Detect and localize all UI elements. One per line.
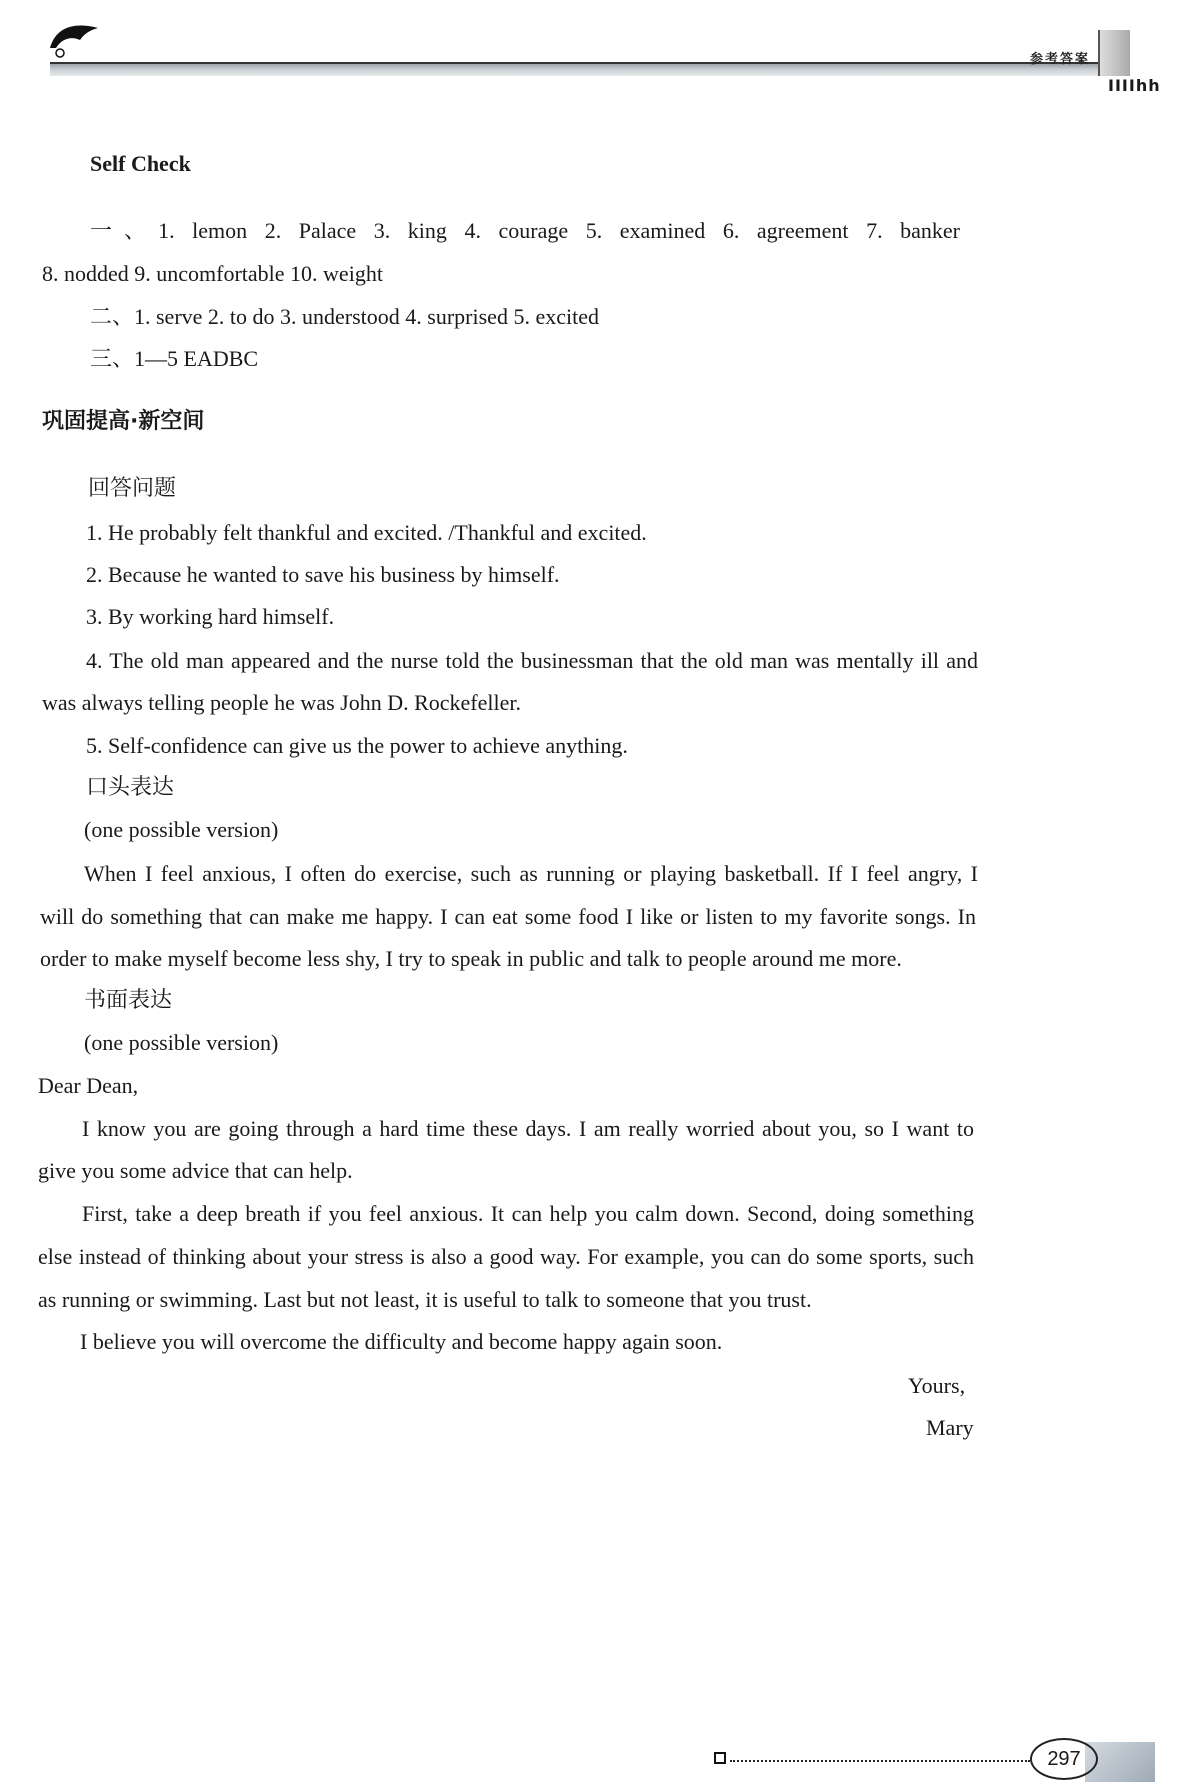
letter-line: as running or swimming. Last but not least, it is useful to talk to someone that you trust.: [38, 1287, 812, 1312]
header-line: [50, 62, 1100, 64]
oral-heading: 口头表达: [86, 775, 175, 800]
letter-line: First, take a deep breath if you feel anxious. It can help you calm down. Second, doing something: [82, 1201, 974, 1226]
oral-paragraph-line: will do something that can make me happy. I can eat some food I like or listen to my favorite songs. In: [40, 904, 976, 929]
answer-item: 3. By working hard himself.: [86, 604, 335, 629]
header-logo-icon: [46, 20, 116, 60]
section-title: 巩固提高·新空间: [42, 409, 205, 434]
footer-square-icon: [714, 1752, 726, 1764]
header-tab: [1098, 30, 1130, 76]
answer-item: 2. Because he wanted to save his business by himself.: [86, 562, 560, 587]
oral-paragraph-line: When I feel anxious, I often do exercise, such as running or playing basketball. If I feel angry, I: [84, 861, 978, 886]
self-check-title: Self Check: [90, 151, 191, 176]
header-bars: IIIIhh: [1108, 76, 1161, 95]
letter-signature: Mary: [926, 1415, 974, 1440]
letter-line: I know you are going through a hard time these days. I am really worried about you, so I want to: [82, 1116, 974, 1141]
written-note: (one possible version): [84, 1030, 279, 1055]
written-heading: 书面表达: [84, 988, 173, 1013]
letter-line: give you some advice that can help.: [38, 1158, 353, 1183]
oral-paragraph-line: order to make myself become less shy, I try to speak in public and talk to people around me more.: [40, 946, 902, 971]
letter-closing: Yours,: [908, 1373, 966, 1398]
answer-item: 5. Self-confidence can give us the power to achieve anything.: [86, 733, 628, 758]
letter-line: I believe you will overcome the difficulty and become happy again soon.: [80, 1329, 723, 1354]
letter-salutation: Dear Dean,: [38, 1073, 139, 1098]
header-label: 参考答案: [1030, 52, 1091, 67]
self-check-part1-line1: 一、1. lemon 2. Palace 3. king 4. courage 5. examined 6. agreement 7. banker: [90, 218, 960, 243]
self-check-part3: 三、1—5 EADBC: [90, 346, 259, 371]
oral-note: (one possible version): [84, 817, 279, 842]
answer-item: 1. He probably felt thankful and excited. /Thankful and excited.: [86, 520, 647, 545]
answer-item-continued: was always telling people he was John D. Rockefeller.: [42, 690, 521, 715]
answer-heading: 回答问题: [88, 476, 177, 501]
page-number: 297: [1030, 1738, 1098, 1780]
header-rule: [50, 64, 1100, 76]
letter-line: else instead of thinking about your stress is also a good way. For example, you can do some sports, such: [38, 1244, 974, 1269]
self-check-part1-line2: 8. nodded 9. uncomfortable 10. weight: [42, 261, 383, 286]
footer-dotted-line: [730, 1760, 1030, 1762]
self-check-part2: 二、1. serve 2. to do 3. understood 4. surprised 5. excited: [90, 304, 599, 329]
answer-item: 4. The old man appeared and the nurse told the businessman that the old man was mentally ill and: [86, 648, 978, 673]
